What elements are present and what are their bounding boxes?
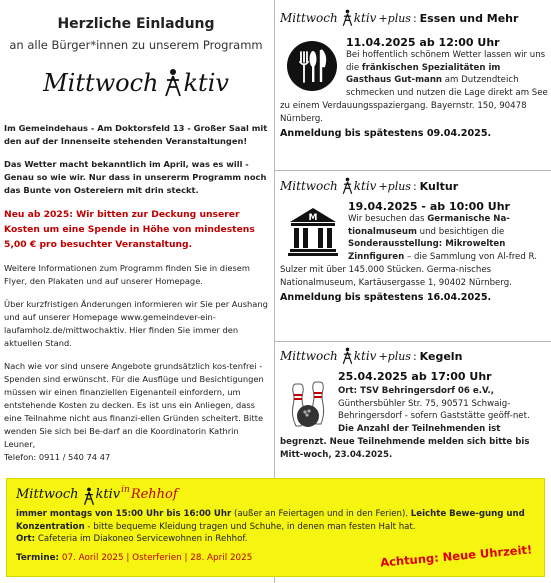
phone-number: Telefon: 0911 / 540 74 47	[4, 452, 111, 462]
stick-figure-a-icon	[341, 177, 354, 195]
cutlery-icon	[286, 40, 338, 96]
brand-word: ktiv	[95, 487, 121, 502]
rehhof-dates: Termine: 07. Aoril 2025 | Osterferien | 28. April 2025	[16, 553, 253, 563]
new-time-notice: Achtung: Neue Uhrzeit!	[379, 542, 533, 570]
brand-word: Mittwoch	[43, 69, 159, 97]
event-description: Bei hoffentlich schönem Wetter lassen wir uns die fränkischen Spezialitäten im Gasthaus Gut-mann am Dutzendteich schmecken und nutzen die Lage direkt am See zu einem Verdauungsspaziergang. Bayernstr. 150, 90478 Nürnberg.	[280, 50, 548, 124]
stick-figure-a-icon	[82, 487, 96, 506]
plus-label: +plus	[378, 349, 411, 363]
rehhof-box	[6, 478, 545, 577]
section-topic: Essen und Mehr	[419, 11, 519, 25]
bowling-icon	[286, 380, 330, 434]
registration-deadline: Anmeldung bis spätestens 09.04.2025.	[280, 128, 492, 140]
invite-title: Herzliche Einladung	[57, 16, 215, 32]
changes-paragraph: Über kurzfristigen Änderungen informieren wir Sie per Aushang und auf unserer Homepage www.gemeindever-ein-laufamholz.de/mittwochaktiv. Hier finden Sie immer den aktuellen Stand.	[4, 299, 268, 348]
section-divider	[275, 341, 551, 342]
section-header: Mittwoch ktiv +plus : Essen und Mehr	[280, 11, 519, 25]
brand-word: ktiv	[183, 69, 229, 97]
section-kegeln	[280, 346, 548, 461]
brand-logo	[4, 66, 268, 100]
brand-word: ktiv	[353, 349, 377, 363]
plus-label: +plus	[378, 11, 411, 25]
costs-text: Nach wie vor sind unsere Angebote grundsätzlich kos-tenfrei - Spenden sind erwünscht. Für die Ausflüge und Besichtigungen müssen wir einen finanziellen Eigenanteil einfordern, um entstehende Kosten zu decken. Es ist uns ein Anliegen, dass eine Teilnahme nicht aus finanzi-ellen Gründen scheitert. Bitte wenden Sie sich bei Be-darf an die Koordinatorin Kathrin Leuner,	[4, 361, 264, 449]
location-paragraph: Im Gemeindehaus - Am Doktorsfeld 13 - Großer Saal mit den auf der Innenseite stehenden Veranstaltungen!	[4, 123, 268, 146]
rehhof-description: immer montags von 15:00 Uhr bis 16:00 Uhr (außer an Feiertagen und in den Ferien). Leichte Bewe-gung und Konzentration - bitte bequeme Kleidung tragen und Schuhe, in denen man festen Halt hat. Ort: Cafeteria im Diakoneo Servicewohnen in Rehhof.	[16, 509, 525, 544]
event-description: Wir besuchen das Germanische Na-tionalmuseum und besichtigen die Sonderausstellung: Mikrowelten Zinnfiguren – die Sammlung von Al-fred R. Sulzer mit über 145.000 Stücken. Germa-nisches Nationalmuseum, Kartäusergasse 1, 90402 Nürnberg.	[280, 214, 537, 288]
section-topic: Kultur	[419, 179, 459, 193]
weather-paragraph: Das Wetter macht bekanntlich im April, was es will - Genau so wie wir. Nur dass in unsererm Programm noch das Bunte von Ostereiern mit drin steckt.	[4, 159, 267, 195]
museum-icon	[286, 204, 340, 262]
registration-deadline: Anmeldung bis spätestens 16.04.2025.	[280, 292, 492, 304]
brand-word: Mittwoch	[280, 179, 338, 193]
rehhof-header	[16, 487, 178, 506]
brand-word: Mittwoch	[280, 349, 338, 363]
info-paragraph: Weitere Informationen zum Programm finden Sie in diesem Flyer, den Plakaten und auf unserer Homepage.	[4, 263, 250, 286]
event-description: Ort: TSV Behringersdorf 06 e.V., Günthersbühler Str. 75, 90571 Schwaig-Behringersdorf - sofern Gaststätte geöff-net. Die Anzahl der Teilnehmenden ist begrenzt. Neue Teilnehmende melden sich bitte bis Mitt-woch, 23.04.2025.	[280, 386, 530, 460]
costs-paragraph	[4, 360, 268, 464]
left-column	[4, 10, 268, 464]
brand-word: Mittwoch	[280, 11, 338, 25]
plus-label: +plus	[378, 179, 411, 193]
brand-word: ktiv	[353, 11, 377, 25]
section-header: Mittwoch ktiv +plus : Kegeln	[280, 349, 463, 363]
section-kultur	[280, 176, 548, 303]
section-header: Mittwoch ktiv +plus : Kultur	[280, 179, 459, 193]
event-date: 19.04.2025 - ab 10:00 Uhr	[348, 200, 510, 213]
event-date: 25.04.2025 ab 17:00 Uhr	[338, 370, 492, 383]
stick-figure-a-icon	[341, 347, 354, 365]
stick-figure-a-icon	[163, 68, 183, 98]
section-essen	[280, 8, 548, 139]
brand-word: Mittwoch	[16, 487, 79, 502]
place-name: Rehhof	[130, 487, 178, 502]
in-label: in	[121, 485, 130, 495]
svg-text:M: M	[308, 213, 318, 223]
invite-subtitle: an alle Bürger*innen zu unserem Programm	[9, 38, 263, 52]
event-date: 11.04.2025 ab 12:00 Uhr	[346, 36, 500, 49]
stick-figure-a-icon	[341, 9, 354, 27]
brand-word: ktiv	[353, 179, 377, 193]
section-topic: Kegeln	[419, 349, 463, 363]
donation-paragraph: Neu ab 2025: Wir bitten zur Deckung unserer Kosten um eine Spende in Höhe von mindestens 5,00 € pro besuchter Veranstaltung.	[4, 209, 255, 250]
section-divider	[275, 170, 551, 171]
